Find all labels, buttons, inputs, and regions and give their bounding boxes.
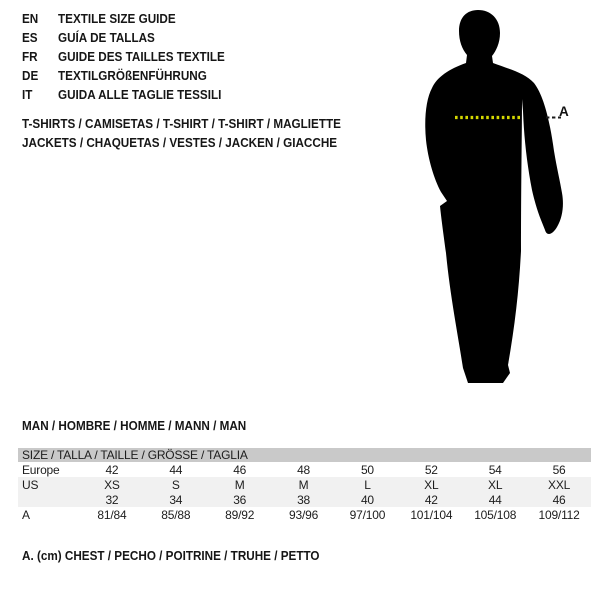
table-header-row [18, 448, 591, 462]
table-cell: 85/88 [161, 507, 191, 522]
table-cell: 56 [552, 462, 566, 477]
category-line-tshirts: T-SHIRTS / CAMISETAS / T-SHIRT / T-SHIRT / MAGLIETTE [22, 116, 341, 131]
table-cell: S [171, 477, 180, 492]
table-cell: 46 [552, 492, 566, 507]
table-cell: XS [104, 477, 120, 492]
table-cell: 44 [488, 492, 502, 507]
table-cell: 54 [488, 462, 502, 477]
row-label: A [22, 507, 30, 522]
table-cell: 42 [424, 492, 438, 507]
table-cell: 52 [424, 462, 438, 477]
table-cell: 93/96 [289, 507, 319, 522]
language-code: DE [22, 68, 39, 83]
table-cell: 38 [297, 492, 311, 507]
measurement-caption: A. (cm) CHEST / PECHO / POITRINE / TRUHE / PETTO [22, 548, 320, 563]
table-cell: XXL [548, 477, 571, 492]
category-line-jackets: JACKETS / CHAQUETAS / VESTES / JACKEN / GIACCHE [22, 135, 338, 150]
table-header-label: SIZE / TALLA / TAILLE / GRÖSSE / TAGLIA [22, 448, 248, 462]
language-row-it [22, 85, 225, 104]
table-cell: 89/92 [225, 507, 255, 522]
language-label: GUIDE DES TAILLES TEXTILE [58, 49, 225, 64]
table-cell: 34 [169, 492, 183, 507]
table-cell: 40 [360, 492, 374, 507]
table-cell: 44 [169, 462, 183, 477]
table-cell: M [234, 477, 245, 492]
man-silhouette [425, 10, 563, 383]
table-cell: XL [488, 477, 503, 492]
table-cell: 50 [360, 462, 374, 477]
table-row-us [18, 477, 591, 492]
language-code: IT [22, 87, 33, 102]
table-cell: M [298, 477, 309, 492]
language-row-de [22, 66, 225, 85]
language-row-en [22, 9, 225, 28]
section-title-man: MAN / HOMBRE / HOMME / MANN / MAN [22, 418, 247, 433]
language-list [22, 9, 225, 104]
table-cell: 32 [105, 492, 119, 507]
table-cell: 109/112 [538, 507, 580, 522]
measure-label-a: A [559, 104, 569, 119]
table-cell: 36 [233, 492, 247, 507]
language-label: TEXTILE SIZE GUIDE [58, 11, 176, 26]
language-code: FR [22, 49, 38, 64]
language-code: ES [22, 30, 38, 45]
language-label: TEXTILGRÖßENFÜHRUNG [58, 68, 207, 83]
language-label: GUÍA DE TALLAS [58, 30, 155, 45]
language-row-fr [22, 47, 225, 66]
table-cell: 81/84 [97, 507, 127, 522]
size-table [18, 448, 591, 522]
table-cell: L [364, 477, 371, 492]
language-label: GUIDA ALLE TAGLIE TESSILI [58, 87, 222, 102]
row-label: US [22, 477, 39, 492]
table-cell: 101/104 [410, 507, 453, 522]
table-cell: 42 [105, 462, 119, 477]
table-row-chest-a [18, 507, 591, 522]
language-code: EN [22, 11, 39, 26]
row-label: Europe [22, 462, 60, 477]
table-cell: XL [424, 477, 439, 492]
table-row-us-numeric [18, 492, 591, 507]
table-cell: 105/108 [474, 507, 517, 522]
man-silhouette-figure [395, 0, 595, 400]
garment-categories [22, 114, 376, 152]
language-row-es [22, 28, 225, 47]
table-cell: 97/100 [349, 507, 386, 522]
table-cell: 48 [297, 462, 311, 477]
table-cell: 46 [233, 462, 247, 477]
table-row-europe [18, 462, 591, 477]
